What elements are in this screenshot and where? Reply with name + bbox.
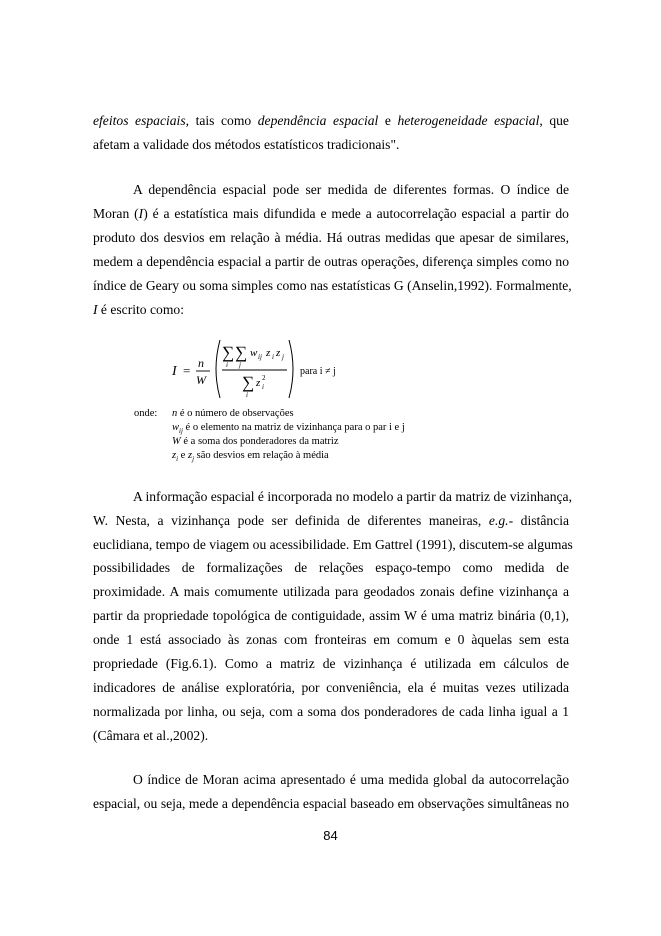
onde-row-z: $z_i$ e $z_j$ são desvios em relação à média bbox=[172, 450, 329, 464]
eq-sum-i-bottom: ∑ bbox=[242, 373, 255, 392]
eq-z-i: z bbox=[266, 347, 271, 359]
onde-row-wij: $w_{ij}$ é o elemento na matriz de vizinhança para o par i e j bbox=[172, 422, 405, 436]
paragraph3-line6: partir da propriedade topológica de contiguidade, assim W é uma matriz binária (0,1), bbox=[93, 608, 569, 623]
paragraph2-line5: índice de Geary ou soma simples como nas estatísticas G (Anselin,1992). Formalmente, bbox=[93, 278, 572, 293]
eq-lhs-I: I bbox=[172, 364, 177, 379]
paragraph3-line3: euclidiana, tempo de viagem ou acessibilidade. Em Gattrel (1991), discutem-se algumas bbox=[93, 537, 573, 552]
paragraph4-line1: O índice de Moran acima apresentado é uma medida global da autocorrelação bbox=[133, 772, 569, 787]
eq-W: W bbox=[196, 373, 206, 387]
paragraph3-line7: onde 1 está associado às zonas com fronteiras em comum e 0 àquelas sem esta bbox=[93, 632, 569, 647]
paragraph2-line3: produto dos desvios em relação à média. Há outras medidas que apesar de similares, bbox=[93, 230, 569, 245]
eq-n: n bbox=[198, 356, 204, 370]
eq-w-sub-ij: ij bbox=[258, 353, 262, 361]
moran-equation bbox=[172, 336, 402, 402]
onde-row-W: W é a soma dos ponderadores da matriz bbox=[172, 436, 339, 447]
paragraph3-line9: indicadores de análise exploratória, por conveniência, ela é muitas vezes utilizada bbox=[93, 680, 569, 695]
eq-sum-index-j-top: j bbox=[239, 361, 241, 369]
paragraph2-line6: I é escrito como: bbox=[93, 302, 184, 317]
paragraph1-line1: efeitos espaciais, tais como dependência espacial e heterogeneidade espacial, que bbox=[93, 113, 569, 128]
eq-w: w bbox=[250, 347, 258, 359]
paragraph3-line2: W. Nesta, a vizinhança pode ser definida de diferentes maneiras, e.g.- distância bbox=[93, 513, 570, 528]
eq-z-bottom: z bbox=[256, 377, 261, 389]
eq-z-bottom-sub: i bbox=[262, 383, 264, 391]
eq-sum-i-top: ∑ bbox=[222, 343, 235, 362]
eq-sum-index-i-bottom: i bbox=[246, 391, 248, 399]
paragraph2-line2: Moran (I) é a estatística mais difundida e mede a autocorrelação espacial a partir do bbox=[93, 206, 569, 221]
paragraph3-line1: A informação espacial é incorporada no modelo a partir da matriz de vizinhança, bbox=[133, 489, 572, 504]
eq-z-i-sub: i bbox=[272, 353, 274, 361]
eq-equals: = bbox=[183, 363, 191, 378]
paragraph4-line2: espacial, ou seja, mede a dependência espacial baseado em observações simultâneas no bbox=[93, 796, 569, 811]
eq-sum-index-i-top: i bbox=[226, 361, 228, 369]
paragraph1-line2: afetam a validade dos métodos estatísticos tradicionais". bbox=[93, 137, 400, 152]
onde-row-n: n é o número de observações bbox=[172, 408, 294, 419]
paragraph3-line8: propriedade (Fig.6.1). Como a matriz de vizinhança é utilizada em cálculos de bbox=[93, 656, 569, 671]
paragraph2-line1: A dependência espacial pode ser medida de diferentes formas. O índice de bbox=[133, 182, 569, 197]
eq-condition: para i ≠ j bbox=[300, 366, 336, 377]
paragraph2-line4: medem a dependência espacial a partir de outras operações, diferença simples como no bbox=[93, 254, 569, 269]
onde-label: onde: bbox=[134, 408, 158, 419]
paragraph3-line5: proximidade. A mais comumente utilizada para geodados zonais define vizinhança a bbox=[93, 584, 569, 599]
eq-z-j-sub: j bbox=[282, 353, 284, 361]
eq-z-j: z bbox=[276, 347, 281, 359]
paragraph3-line4: possibilidades de formalizações de relações espaço-tempo como medida de bbox=[93, 560, 569, 575]
eq-z-bottom-sup: 2 bbox=[262, 374, 266, 382]
page-number: 84 bbox=[323, 828, 338, 843]
eq-right-paren bbox=[289, 340, 293, 398]
eq-left-paren bbox=[216, 340, 220, 398]
eq-sum-j-top: ∑ bbox=[235, 343, 248, 362]
paragraph3-line11: (Câmara et al.,2002). bbox=[93, 728, 209, 743]
paragraph3-line10: normalizada por linha, ou seja, com a soma dos ponderadores de cada linha igual a 1 bbox=[93, 704, 569, 719]
